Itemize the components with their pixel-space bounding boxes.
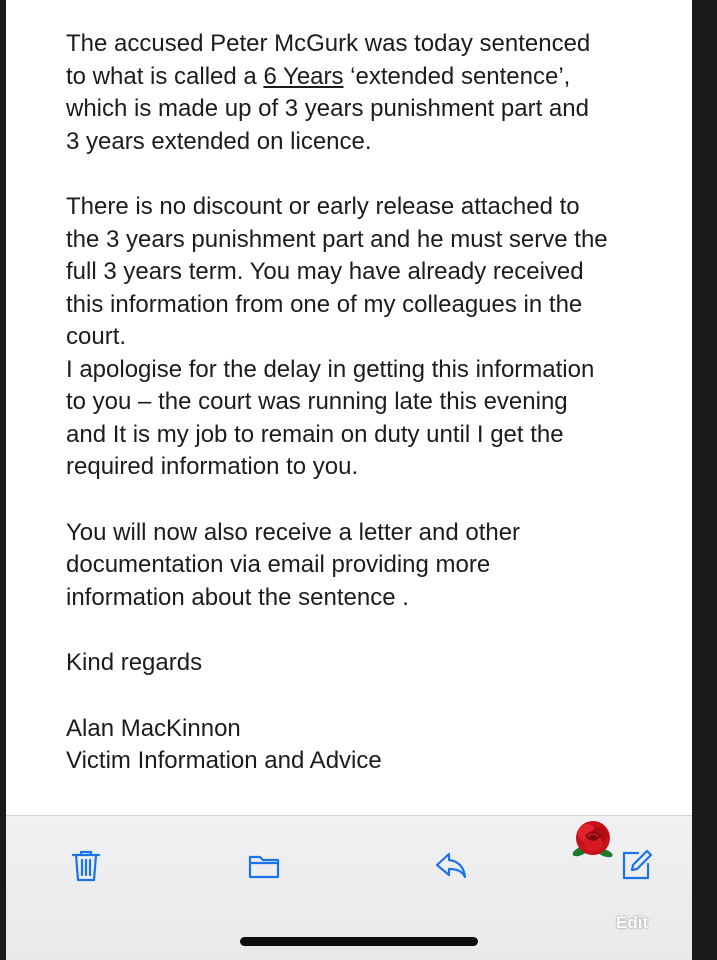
reply-button[interactable] xyxy=(429,843,473,887)
signature-name: Alan MacKinnon xyxy=(66,714,241,742)
compose-icon xyxy=(618,847,654,883)
line: full 3 years term. You may have already received xyxy=(66,258,584,285)
line: You will now also receive a letter and other xyxy=(66,518,521,546)
mail-toolbar xyxy=(6,815,692,960)
home-indicator[interactable] xyxy=(240,937,478,946)
folder-icon xyxy=(246,847,282,883)
trash-icon xyxy=(68,847,104,883)
rose-icon xyxy=(568,816,618,862)
closing: Kind regards xyxy=(66,649,203,676)
paragraph-letter xyxy=(66,517,676,615)
paragraph-no-discount xyxy=(66,191,676,354)
paragraph-apology xyxy=(66,354,676,484)
line: to you – the court was running late this evening xyxy=(66,388,568,415)
line: ‘extended sentence’, xyxy=(343,62,571,90)
line: to what is called a xyxy=(66,62,264,90)
line: documentation via email providing more xyxy=(66,551,491,578)
line: the 3 years punishment part and he must serve the xyxy=(66,225,608,253)
line: The accused Peter McGurk was today sentenced xyxy=(66,30,591,57)
line: court. xyxy=(66,323,127,350)
email-body xyxy=(66,28,676,778)
line: which is made up of 3 years punishment part and xyxy=(66,95,589,122)
mail-screen xyxy=(6,0,692,960)
line: 3 years extended on licence. xyxy=(66,127,372,155)
edit-label[interactable]: Edit xyxy=(616,913,649,932)
line: I apologise for the delay in getting this information xyxy=(66,355,595,383)
line: information about the sentence . xyxy=(66,583,409,611)
line: this information from one of my colleagues in the xyxy=(66,290,583,318)
signature xyxy=(66,713,676,778)
reply-icon xyxy=(433,847,469,883)
line: and It is my job to remain on duty until I get the xyxy=(66,420,564,448)
delete-button[interactable] xyxy=(64,843,108,887)
line: There is no discount or early release attached to xyxy=(66,193,580,220)
paragraph-sentence xyxy=(66,28,676,158)
sentence-length: 6 Years xyxy=(263,62,344,90)
compose-button[interactable] xyxy=(614,843,658,887)
signature-title: Victim Information and Advice xyxy=(66,747,382,774)
line: required information to you. xyxy=(66,453,359,480)
move-to-folder-button[interactable] xyxy=(242,843,286,887)
